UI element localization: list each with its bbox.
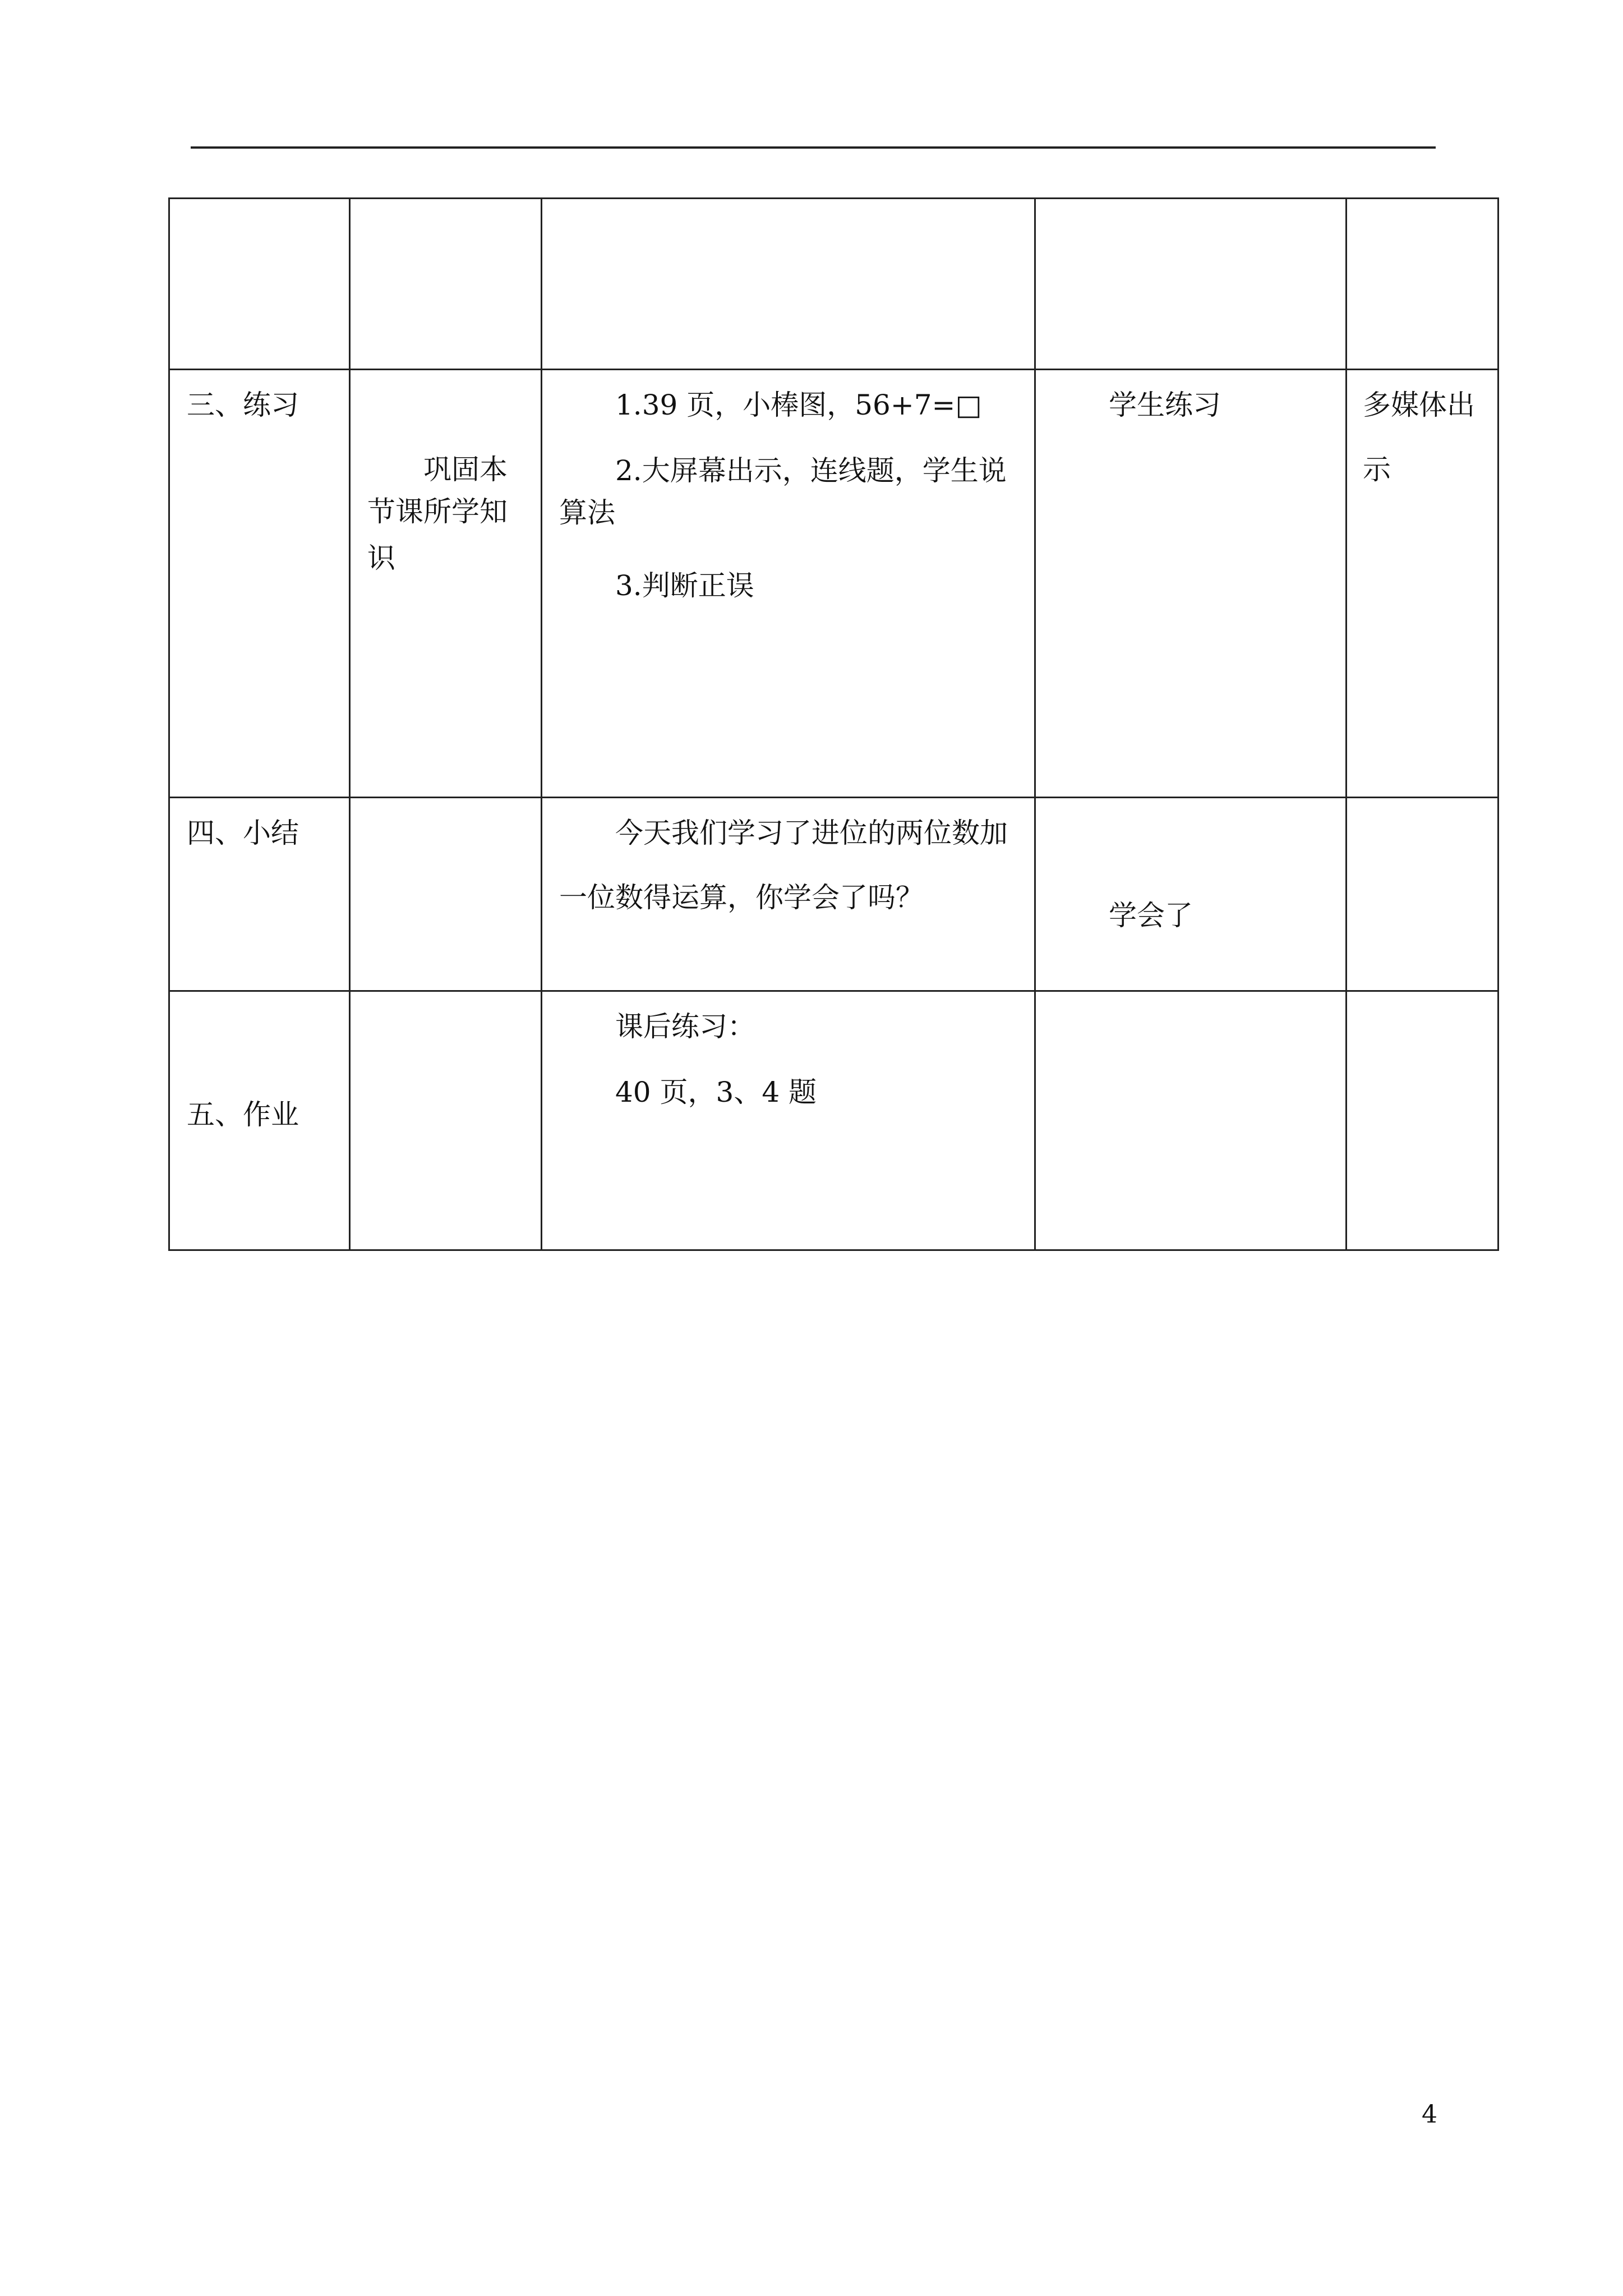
table-cell <box>1347 199 1498 370</box>
table-row-empty-top <box>169 199 1498 370</box>
media-cell <box>1347 991 1498 1250</box>
goal-cell <box>350 798 542 991</box>
stage-cell <box>169 798 350 991</box>
student-activity-text: 学生练习 <box>1109 389 1221 421</box>
practice-item-continued: 算法 <box>559 496 615 529</box>
content-cell <box>542 991 1035 1250</box>
media-text-line: 多媒体出 <box>1363 389 1475 421</box>
goal-cell <box>350 370 542 798</box>
media-cell <box>1347 370 1498 798</box>
stage-label: 三、练习 <box>187 389 299 421</box>
homework-item: 40 页，3、4 题 <box>615 1076 817 1108</box>
student-activity-cell <box>1035 991 1347 1250</box>
stage-cell <box>169 370 350 798</box>
practice-item: 3.判断正误 <box>615 569 754 602</box>
homework-item: 课后练习： <box>615 1010 755 1043</box>
student-activity-cell <box>1035 798 1347 991</box>
table-cell <box>169 199 350 370</box>
stage-label: 四、小结 <box>187 817 299 849</box>
content-cell <box>542 798 1035 991</box>
table-cell <box>350 199 542 370</box>
student-activity-cell <box>1035 370 1347 798</box>
practice-item: 2.大屏幕出示，连线题，学生说 <box>615 454 1007 487</box>
practice-item: 1.39 页，小棒图，56+7=□ <box>615 389 982 421</box>
table-row-homework <box>169 991 1498 1250</box>
goal-cell <box>350 991 542 1250</box>
table-cell <box>542 199 1035 370</box>
table-cell <box>1035 199 1347 370</box>
content-cell <box>542 370 1035 798</box>
header-rule <box>191 146 1436 149</box>
table-row-summary <box>169 798 1498 991</box>
goal-text-line: 巩固本 <box>423 453 508 486</box>
student-activity-text: 学会了 <box>1109 899 1193 932</box>
summary-text-line: 今天我们学习了进位的两位数加 <box>615 817 1008 849</box>
table-row-practice <box>169 370 1498 798</box>
goal-text-line: 识 <box>367 542 395 574</box>
media-text-line: 示 <box>1363 453 1391 486</box>
stage-cell <box>169 991 350 1250</box>
media-cell <box>1347 798 1498 991</box>
summary-text-line: 一位数得运算，你学会了吗？ <box>559 881 924 914</box>
stage-label: 五、作业 <box>187 1098 299 1131</box>
page-number: 4 <box>1422 2100 1437 2129</box>
lesson-plan-table <box>168 197 1499 1251</box>
goal-text-line: 节课所学知 <box>367 495 508 528</box>
